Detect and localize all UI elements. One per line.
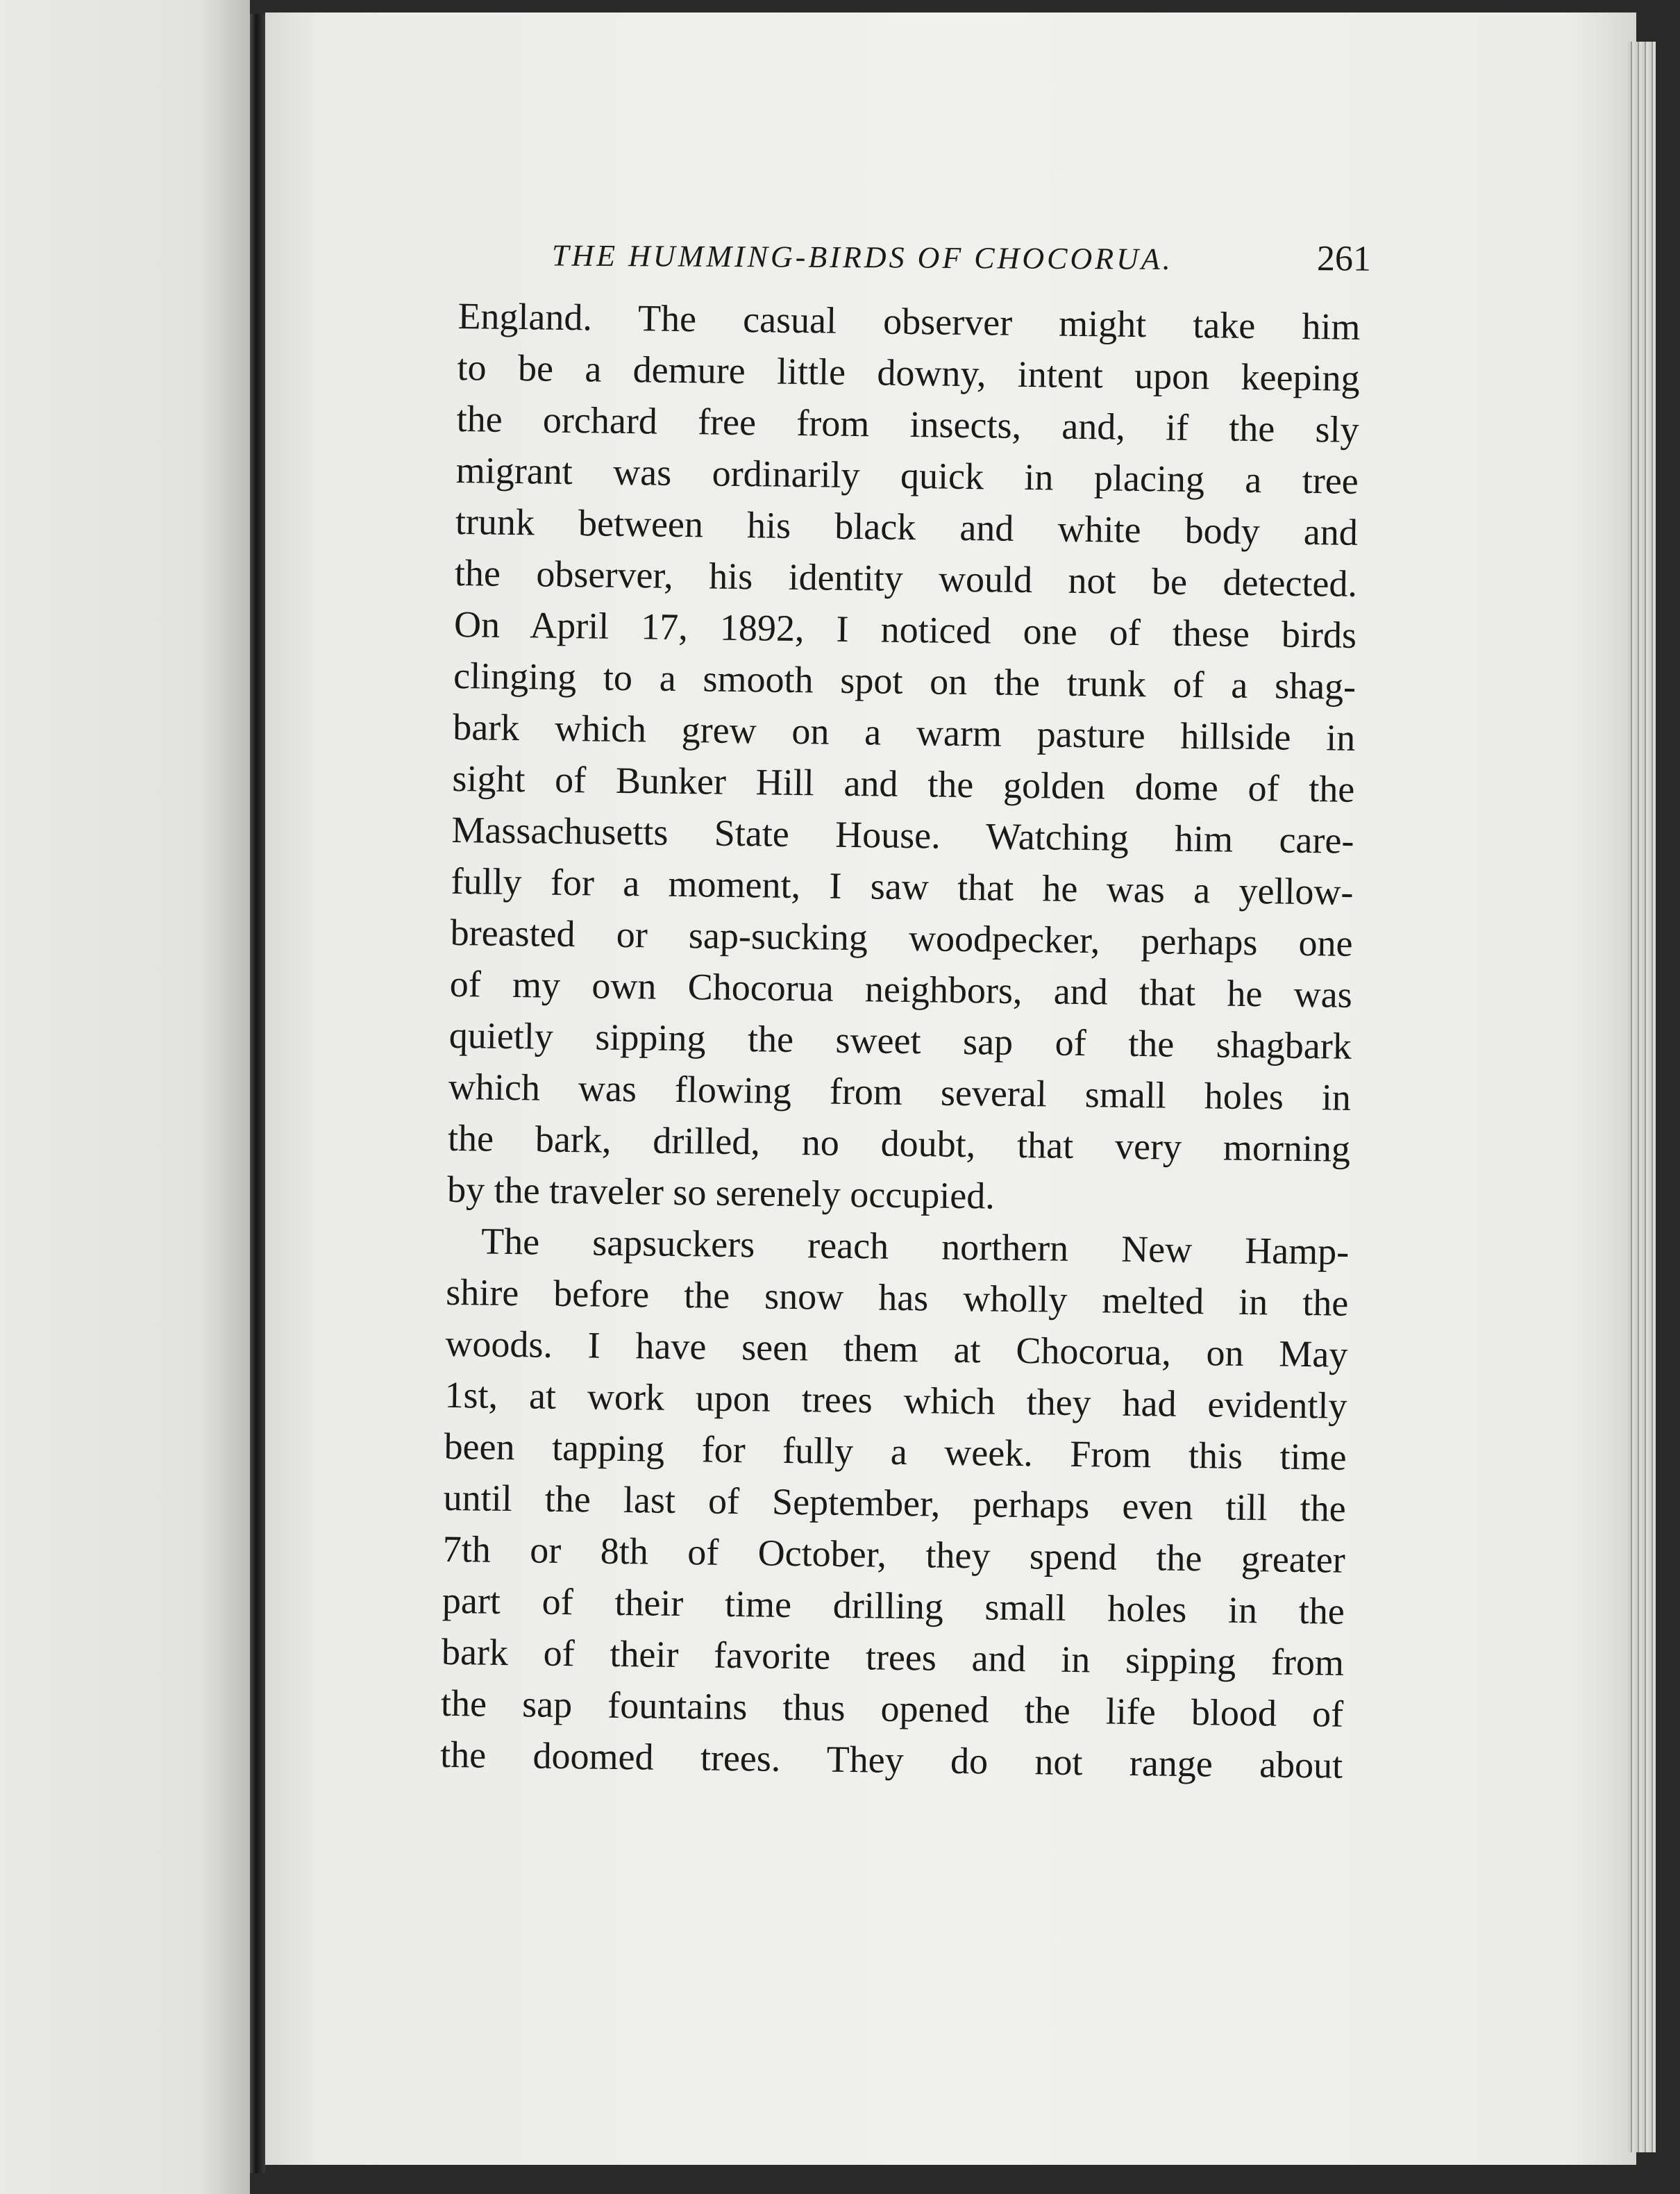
text-line: clinging to a smooth spot on the trunk of a shag- (453, 654, 1356, 707)
text-line: bark of their favorite trees and in sipping from (441, 1630, 1345, 1684)
text-line: by the traveler so serenely occupied. (446, 1168, 996, 1217)
text-line: woods. I have seen them at Chocorua, on May (445, 1322, 1348, 1375)
page-edge (1628, 42, 1656, 2152)
text-line: sight of Bunker Hill and the golden dome of the (452, 757, 1355, 810)
text-line: bark which grew on a warm pasture hillside in (452, 705, 1356, 759)
text-line: breasted or sap-sucking woodpecker, perhaps one (450, 911, 1353, 964)
text-line: been tapping for fully a week. From this time (444, 1425, 1347, 1478)
text-line: which was flowing from several small holes in (448, 1065, 1352, 1119)
text-line: part of their time drilling small holes in the (442, 1579, 1345, 1632)
text-line: until the last of September, perhaps even till the (443, 1476, 1347, 1530)
text-line: the doomed trees. They do not range about (439, 1733, 1343, 1786)
text-line: of my own Chocorua neighbors, and that he was (449, 962, 1353, 1016)
text-line: quietly sipping the sweet sap of the shagbark (448, 1014, 1352, 1067)
body-text (440, 290, 1361, 1791)
text-line: the orchard free from insects, and, if the sly (456, 397, 1360, 451)
text-line: the observer, his identity would not be detected. (454, 551, 1358, 605)
text-line: The sapsuckers reach northern New Hamp- (480, 1220, 1350, 1273)
text-line: England. The casual observer might take him (457, 294, 1361, 348)
text-line: migrant was ordinarily quick in placing a tree (455, 449, 1359, 502)
text-line: the sap fountains thus opened the life blood of (440, 1682, 1344, 1735)
text-line: to be a demure little downy, intent upon keeping (457, 346, 1360, 399)
running-title: THE HUMMING-BIRDS OF CHOCORUA. (551, 238, 1173, 276)
text-line: Massachusetts State House. Watching him care- (451, 808, 1354, 862)
text-line: trunk between his black and white body and (455, 500, 1359, 553)
text-line: fully for a moment, I saw that he was a yellow- (451, 860, 1354, 913)
text-line: 1st, at work upon trees which they had evidently (444, 1373, 1347, 1427)
text-line: On April 17, 1892, I noticed one of these birds (453, 603, 1357, 656)
text-line: the bark, drilled, no doubt, that very morning (447, 1116, 1351, 1170)
page-number: 261 (1316, 239, 1372, 279)
book-gutter (250, 14, 265, 2173)
left-page (0, 0, 250, 2194)
running-head (552, 233, 1371, 279)
text-line: shire before the snow has wholly melted in the (446, 1271, 1349, 1324)
text-line: 7th or 8th of October, they spend the greater (442, 1527, 1346, 1581)
